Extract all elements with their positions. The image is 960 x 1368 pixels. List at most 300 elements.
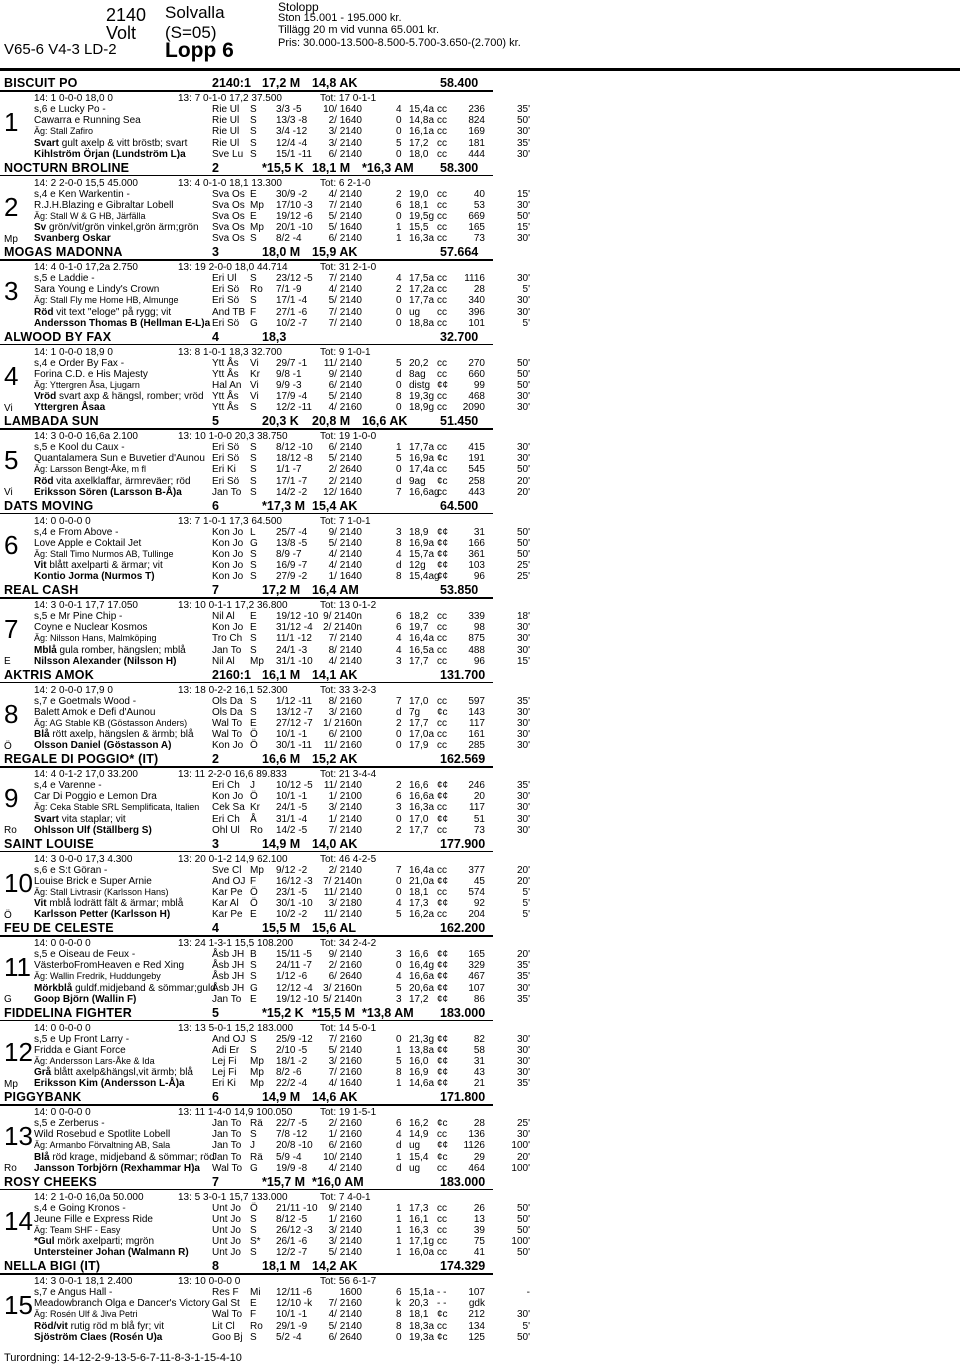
start-cell: 5/2 -4 — [276, 1331, 302, 1343]
start-cell: 5' — [522, 1320, 530, 1332]
start-cell: 1 — [396, 222, 402, 234]
horse-entry — [0, 499, 960, 584]
record-2: 16,4 AM — [312, 583, 359, 597]
record-1: 18,3 — [262, 329, 287, 344]
horse-entry — [0, 1175, 960, 1260]
start-cell: 4/ 2160 — [328, 402, 362, 414]
start-cell: 9/ 2140 — [328, 526, 362, 538]
start-cell: Adi Er — [212, 1044, 240, 1056]
driver-code: Ö — [4, 909, 12, 921]
start-cell: 2/ 2160 — [328, 1118, 362, 1129]
start-cell: cc — [437, 1224, 447, 1236]
start-cell: 1/ 2100 — [328, 791, 362, 803]
start-cell: 468 — [468, 391, 485, 403]
start-cell: 29 — [473, 1151, 485, 1163]
start-cell: 17,2a — [409, 284, 435, 296]
horse-info-line: Äg: Larsson Bengt-Åke, m fl — [34, 464, 147, 475]
start-cell: 7/ 2160 — [328, 1298, 362, 1310]
horse-info-line: Mblå gula romber, hängslen; mblå — [34, 644, 186, 656]
start-cell: Ytt Ås — [212, 402, 239, 414]
start-cell: 29/1 -9 — [276, 1320, 308, 1332]
start-cell: 14,9 — [409, 1129, 429, 1141]
driver-code: Ö — [4, 740, 12, 752]
record-1: *15,7 M — [262, 1174, 306, 1189]
start-cell: 9/9 -3 — [276, 379, 302, 391]
start-cell: ¢¢ — [437, 1044, 449, 1056]
start-cell: Goo Bj — [212, 1331, 243, 1343]
start-cell: cc — [437, 1129, 447, 1141]
start-number: 6 — [4, 529, 19, 560]
record-2: *15,5 M — [312, 1005, 356, 1020]
start-cell: 7/ 2140 — [328, 824, 362, 836]
start-cell: Sva Os — [212, 210, 245, 222]
start-cell: 1 — [396, 1078, 402, 1090]
start-cell: Gal St — [212, 1298, 240, 1310]
horse-info-line: Eriksson Kim (Andersson L-Å)a — [34, 1078, 185, 1090]
start-cell: 19/9 -8 — [276, 1162, 308, 1174]
record-1: *15,2 K — [262, 1005, 304, 1020]
start-cell: cc — [437, 655, 447, 667]
start-cell: 7 — [396, 864, 402, 876]
start-cell: 19,3g — [409, 391, 435, 403]
start-cell: cc — [437, 717, 447, 729]
start-cell: k — [396, 1298, 401, 1310]
start-cell: 10/1 -1 — [276, 791, 308, 803]
stats-2013: 13: 11 2-2-0 16,6 89.833 — [178, 769, 287, 780]
stats-2014: 14: 2 0-0-0 17,9 0 — [34, 684, 113, 696]
silks-colour: Sv — [34, 222, 47, 234]
start-cell: d — [396, 706, 402, 718]
start-cell: 3/ 2160n — [323, 982, 362, 994]
start-cell: 9/ 2140n — [323, 611, 362, 622]
start-cell: 17,2 — [409, 993, 429, 1005]
start-cell: 16,1 — [409, 1213, 429, 1225]
start-cell: 11/1 -12 — [276, 633, 312, 645]
total-earnings: 58.300 — [440, 160, 479, 175]
post-distance: 7 — [212, 1174, 219, 1189]
start-cell: S* — [250, 1236, 261, 1248]
start-cell: cc — [437, 137, 447, 149]
start-cell: 12/2 -7 — [276, 1247, 308, 1259]
start-cell: 12g — [409, 560, 426, 572]
start-cell: Eri Ki — [212, 464, 236, 476]
start-cell: 9/8 -1 — [276, 368, 302, 380]
horse-info-line: Car Di Poggio e Lemon Dra — [34, 791, 157, 803]
start-cell: 6 — [396, 1287, 402, 1298]
start-cell: S — [250, 148, 257, 160]
start-cell: 1/ 2160 — [328, 1213, 362, 1225]
start-cell: 7g — [409, 706, 421, 718]
horse-info-line: s,5 e Laddie - — [34, 273, 95, 284]
start-cell: 14/2 -5 — [276, 824, 308, 836]
start-cell: 21/11 -10 — [276, 1202, 318, 1214]
start-cell: 0 — [396, 115, 402, 127]
stats-total: Tot: 31 2-1-0 — [320, 262, 377, 273]
start-cell: 329 — [468, 960, 485, 972]
start-cell: 20' — [516, 1151, 530, 1163]
start-cell: Ro — [250, 284, 263, 296]
start-cell: 3 — [396, 993, 402, 1005]
start-cell: cc — [437, 148, 447, 160]
start-cell: Jan To — [212, 644, 242, 656]
horse-divider — [0, 1020, 493, 1022]
start-cell: Kon Jo — [212, 526, 244, 538]
start-cell: Jan To — [212, 486, 242, 498]
start-cell: 41 — [473, 1247, 485, 1259]
total-earnings: 64.500 — [440, 498, 479, 513]
horse-info-line: s,7 e Angus Hall - — [34, 1287, 113, 1298]
record-1: 14,9 M — [262, 836, 301, 851]
start-cell: Rie Ul — [212, 137, 240, 149]
start-cell: 16,6 — [409, 949, 429, 960]
start-cell: 9ag — [409, 475, 426, 487]
horse-info-line: Svart gult axelp & vitt bröstb; svart — [34, 137, 188, 149]
start-cell: 5/ 2140 — [328, 1247, 362, 1259]
start-cell: 30' — [516, 442, 530, 453]
start-cell: 30' — [516, 622, 530, 634]
start-cell: 16,3a — [409, 802, 435, 814]
start-cell: 18,3a — [409, 1320, 435, 1332]
silks-colour: Mblå — [34, 644, 57, 656]
horse-info-line: *Gul mörk axelparti; mgrön — [34, 1236, 155, 1248]
start-cell: 2090 — [462, 402, 485, 414]
horse-name: MOGAS MADONNA — [4, 245, 123, 259]
start-cell: 43 — [473, 1067, 485, 1079]
start-method: Volt — [106, 23, 137, 43]
start-cell: 8 — [396, 1320, 402, 1332]
start-cell: Kon Jo — [212, 791, 244, 803]
start-number: 7 — [4, 614, 19, 644]
start-cell: 6/ 2140 — [328, 233, 362, 245]
horse-divider — [0, 1273, 493, 1275]
horse-name: BISCUIT PO — [4, 76, 78, 90]
horse-divider — [0, 851, 493, 853]
start-cell: 0 — [396, 210, 402, 222]
start-cell: 9/12 -2 — [276, 864, 308, 876]
start-cell: 75 — [473, 1236, 485, 1248]
start-cell: Eri Sö — [212, 295, 240, 307]
start-cell: 5' — [522, 284, 530, 296]
start-cell: 20' — [516, 475, 530, 487]
total-earnings: 174.329 — [440, 1259, 486, 1273]
start-cell: 1116 — [464, 273, 485, 284]
start-cell: F — [250, 875, 257, 887]
start-cell: 50' — [516, 1202, 530, 1214]
start-cell: 27/12 -7 — [276, 717, 313, 729]
horse-info-line: Röd vit text "eloge" på rygg; vit — [34, 306, 172, 318]
start-cell: Lej Fi — [212, 1055, 237, 1067]
start-cell: Kr — [250, 802, 260, 814]
start-cell: 5/ 2140 — [328, 295, 362, 307]
start-cell: Kar Pe — [212, 886, 243, 898]
start-cell: 51 — [473, 813, 485, 825]
start-cell: 2 — [396, 717, 402, 729]
start-cell: 4 — [396, 971, 402, 983]
record-1: 18,1 M — [262, 1259, 301, 1273]
start-cell: 1/12 -6 — [276, 971, 308, 983]
post-distance: 6 — [212, 498, 219, 513]
start-cell: Eri Sö — [212, 453, 240, 465]
stats-total: Tot: 19 1-0-0 — [320, 431, 377, 442]
start-cell: 3/3 -5 — [276, 104, 302, 115]
start-cell: Rä — [250, 1118, 263, 1129]
start-cell: 30' — [516, 982, 530, 994]
start-cell: 23/12 -5 — [276, 273, 313, 284]
start-cell: Ö — [250, 729, 258, 741]
stats-2014: 14: 0 0-0-0 0 — [34, 1107, 91, 1118]
start-cell: 25' — [516, 560, 530, 572]
start-cell: 2/ 2640 — [328, 464, 362, 476]
horse-divider — [0, 259, 493, 261]
start-cell: 50' — [516, 537, 530, 549]
start-cell: ¢c — [437, 1331, 448, 1343]
start-cell: 669 — [468, 210, 485, 222]
start-cell: 17,2 — [409, 137, 429, 149]
horse-info-line: Äg: Stall Fly me Home HB, Almunge — [34, 295, 179, 306]
total-earnings: 162.200 — [440, 921, 486, 935]
start-cell: Jan To — [212, 1118, 242, 1129]
horse-info-line: Forina C.D. e His Majesty — [34, 368, 148, 380]
start-cell: 169 — [468, 126, 485, 138]
start-cell: S — [250, 644, 257, 656]
horse-info-line: Andersson Thomas B (Hellman E-L)a — [34, 317, 211, 329]
start-cell: cc — [437, 273, 447, 284]
start-cell: 7/ 2140 — [328, 273, 362, 284]
start-cell: 6/ 2140 — [328, 379, 362, 391]
horse-name: DATS MOVING — [4, 498, 94, 513]
start-cell: And OJ — [212, 1033, 246, 1045]
start-cell: 6 — [396, 791, 402, 803]
horse-info-line: s,5 e Mr Pine Chip - — [34, 611, 123, 622]
start-cell: 7 — [396, 486, 402, 498]
start-cell: ¢c — [437, 453, 448, 465]
start-cell: 13,8a — [409, 1044, 435, 1056]
start-cell: 17,9 — [409, 740, 429, 752]
record-3: *13,8 AM — [362, 1005, 414, 1020]
horse-entry — [0, 161, 960, 246]
post-distance: 3 — [212, 836, 219, 851]
start-cell: Eri Ch — [212, 780, 240, 791]
start-cell: F — [250, 306, 257, 318]
start-cell: 30' — [516, 1033, 530, 1045]
race-header — [0, 0, 960, 72]
start-cell: cc — [437, 442, 447, 453]
total-earnings: 183.000 — [440, 1005, 486, 1020]
start-cell: 10/2 -2 — [276, 909, 308, 921]
start-cell: ¢¢ — [437, 548, 449, 560]
start-cell: 8 — [396, 571, 402, 583]
start-cell: 25' — [516, 571, 530, 583]
start-cell: 166 — [468, 537, 485, 549]
start-cell: cc — [437, 295, 447, 307]
start-cell: 19,0 — [409, 188, 429, 200]
start-cell: cc — [437, 233, 447, 245]
start-cell: 24/11 -7 — [276, 960, 312, 972]
start-cell: 0 — [396, 875, 402, 887]
start-cell: cc — [437, 1320, 447, 1332]
horse-info-line: Vit mblå lodrätt fält & ärmar; mblå — [34, 898, 184, 910]
record-3: *16,3 AM — [362, 160, 414, 175]
start-cell: Å — [250, 813, 257, 825]
start-cell: 7/ 2140 — [328, 633, 362, 645]
start-cell: 2/10 -5 — [276, 1044, 308, 1056]
start-cell: 1 — [396, 1151, 402, 1163]
horse-divider — [0, 513, 493, 515]
horse-divider — [0, 766, 493, 768]
start-cell: E — [250, 210, 257, 222]
start-cell: Kon Jo — [212, 622, 244, 634]
start-cell: 25/9 -12 — [276, 1033, 313, 1045]
silks-colour: Vröd — [34, 391, 57, 403]
start-cell: 58 — [473, 1044, 485, 1056]
start-cell: 3 — [396, 526, 402, 538]
start-cell: 17,1g — [409, 1236, 435, 1248]
race-prizes: Pris: 30.000-13.500-8.500-5.700-3.650-(2.700) kr. — [278, 37, 521, 49]
start-cell: 30' — [516, 453, 530, 465]
start-cell: G — [250, 317, 258, 329]
start-cell: Nil Al — [212, 611, 235, 622]
start-cell: 16,9a — [409, 453, 435, 465]
start-cell: 1 — [396, 1213, 402, 1225]
start-cell: 30' — [516, 813, 530, 825]
stats-total: Tot: 6 2-1-0 — [320, 177, 371, 189]
start-cell: Mp — [250, 199, 264, 211]
horse-entry — [0, 76, 960, 161]
start-cell: 4/ 2140 — [328, 1162, 362, 1174]
start-cell: 1 — [396, 1044, 402, 1056]
start-cell: 19/12 -10 — [276, 993, 319, 1005]
start-cell: ¢¢ — [437, 813, 449, 825]
horse-entry — [0, 330, 960, 415]
start-cell: 50' — [516, 379, 530, 391]
start-cell: 7/ 2140n — [323, 875, 362, 887]
start-cell: 3/ 2160 — [328, 1055, 362, 1067]
start-cell: 15,7a — [409, 548, 435, 560]
start-cell: cc — [437, 622, 447, 634]
post-distance: 6 — [212, 1090, 219, 1104]
start-cell: 18,1 — [409, 1309, 429, 1321]
start-cell: 21,0a — [409, 875, 435, 887]
start-cell: Jan To — [212, 1151, 242, 1163]
start-cell: 5/ 2140 — [328, 1044, 362, 1056]
start-number: 8 — [4, 698, 19, 729]
start-cell: 6/ 2160 — [328, 1140, 362, 1152]
start-cell: 15/11 -5 — [276, 949, 312, 960]
stats-2013: 13: 4 0-1-0 18,1 13.300 — [178, 177, 282, 189]
start-cell: 0 — [396, 1033, 402, 1045]
start-number: 15 — [4, 1290, 33, 1320]
silks-colour: Mörkblå — [34, 982, 73, 994]
start-cell: 17,0 — [409, 813, 429, 825]
horse-info-line: s,5 e Oiseau de Feux - — [34, 949, 136, 960]
start-cell: 2/ 2140 — [328, 475, 362, 487]
start-cell: 20' — [516, 864, 530, 876]
start-cell: Unt Jo — [212, 1202, 241, 1214]
start-cell: 30' — [516, 740, 530, 752]
horse-name: REGALE DI POGGIO* (IT) — [4, 752, 159, 766]
start-cell: 444 — [468, 148, 485, 160]
horse-divider — [0, 428, 493, 430]
start-cell: 4 — [396, 898, 402, 910]
stats-2014: 14: 1 0-0-0 18,0 0 — [34, 93, 113, 104]
start-cell: Kr — [250, 368, 260, 380]
horse-info-line: s,7 e Goetmals Wood - — [34, 695, 137, 707]
start-cell: ¢¢ — [437, 898, 449, 910]
start-cell: 16,2 — [409, 1118, 429, 1129]
start-cell: 17,7a — [409, 442, 435, 453]
start-cell: Sve Lu — [212, 148, 244, 160]
start-cell: 17,7 — [409, 717, 429, 729]
start-cell: Unt Jo — [212, 1247, 241, 1259]
stats-2014: 14: 3 0-0-0 16,6a 2.100 — [34, 431, 138, 442]
start-cell: Mi — [250, 1287, 261, 1298]
start-cell: 16,9a — [409, 537, 435, 549]
start-cell: 8 — [396, 391, 402, 403]
start-cell: 17/10 -3 — [276, 199, 313, 211]
start-cell: S — [250, 486, 257, 498]
record-1: 17,2 M — [262, 583, 301, 597]
start-cell: 30' — [516, 199, 530, 211]
start-cell: 5' — [522, 317, 530, 329]
start-cell: 545 — [468, 464, 485, 476]
total-earnings: 162.569 — [440, 752, 486, 766]
post-distance: 2 — [212, 752, 219, 766]
start-cell: cc — [437, 115, 447, 127]
horse-info-line: s,4 e From Above - — [34, 526, 119, 538]
start-cell: 18,2 — [409, 611, 429, 622]
start-cell: 96 — [473, 655, 485, 667]
start-cell: 26/1 -6 — [276, 1236, 308, 1248]
start-cell: S — [250, 695, 257, 707]
start-cell: 30' — [516, 126, 530, 138]
start-cell: 31 — [473, 1055, 485, 1067]
start-cell: 30' — [516, 306, 530, 318]
horse-name: PIGGYBANK — [4, 1090, 82, 1104]
record-2: 14,8 AK — [312, 76, 358, 90]
start-cell: ¢c — [437, 706, 448, 718]
start-cell: 0 — [396, 306, 402, 318]
start-cell: 1 — [396, 442, 402, 453]
horse-info-line: Balett Amok e Defi d'Aunou — [34, 706, 156, 718]
horse-info-line: Jansson Torbjörn (Rexhammar H)a — [34, 1162, 200, 1174]
start-number: 14 — [4, 1205, 33, 1236]
start-cell: Wal To — [212, 729, 243, 741]
start-cell: 30' — [516, 1309, 530, 1321]
start-cell: 1 — [396, 1236, 402, 1248]
start-cell: 0 — [396, 295, 402, 307]
start-cell: 3 — [396, 655, 402, 667]
start-cell: cc — [437, 1213, 447, 1225]
start-cell: 20 — [473, 791, 485, 803]
horse-divider — [0, 175, 493, 177]
start-cell: 96 — [473, 571, 485, 583]
horse-info-line: Kihlström Örjan (Lundström L)a — [34, 148, 186, 160]
start-cell: Lit Cl — [212, 1320, 235, 1332]
start-cell: cc — [437, 695, 447, 707]
start-cell: 340 — [468, 295, 485, 307]
start-cell: ¢¢ — [437, 537, 449, 549]
start-cell: Sva Os — [212, 222, 245, 234]
start-cell: ¢¢ — [437, 1078, 449, 1090]
start-cell: cc — [437, 357, 447, 369]
start-cell: 100' — [511, 1140, 530, 1152]
start-cell: d — [396, 475, 402, 487]
start-number: 5 — [4, 445, 19, 475]
start-cell: 10/1 -1 — [276, 1309, 308, 1321]
start-cell: 16,5a — [409, 644, 435, 656]
horse-info-line: s,6 e Lucky Po - — [34, 104, 106, 115]
start-cell: 28 — [473, 1118, 485, 1129]
